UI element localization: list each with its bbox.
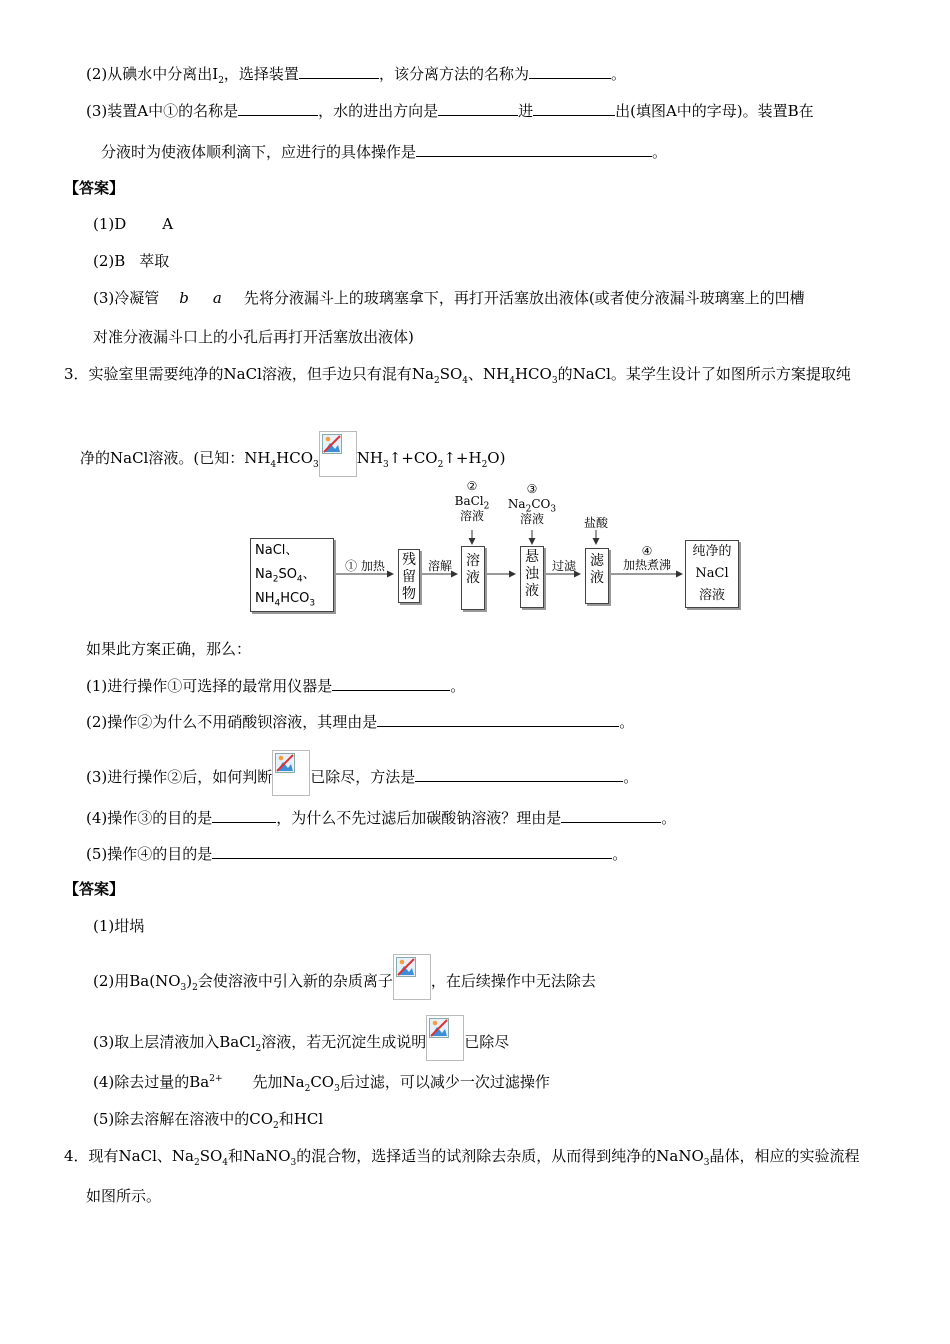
sub: 2 [193, 1158, 200, 1168]
text: 净的NaCl溶液。(已知：NH [80, 449, 271, 467]
text: (2)用Ba(NO [93, 972, 181, 990]
answer-3-4 [93, 1072, 550, 1092]
text: 进 [518, 102, 534, 120]
flow-diagram [0, 0, 950, 620]
text: ，在后续操作中无法除去 [430, 972, 596, 990]
answer-3-5 [93, 1109, 323, 1129]
answer-blank[interactable] [212, 808, 276, 823]
flow-arrows [0, 0, 950, 620]
text: HCO [276, 449, 313, 467]
sub: 3 [551, 376, 558, 386]
text: NH [255, 591, 275, 606]
text [452, 494, 492, 512]
text: ② [466, 479, 478, 493]
sub: 3 [290, 1158, 297, 1168]
text: A [162, 215, 174, 233]
text: 会使溶液中引入新的杂质离子 [197, 972, 393, 990]
sub: 4 [296, 574, 303, 585]
text: (3)冷凝管 [93, 289, 160, 307]
solution-box: 溶液 [461, 546, 485, 610]
text: (3)取上层清液加入BaCl [93, 1033, 256, 1051]
sub: 4 [509, 376, 515, 386]
text: SO [278, 567, 297, 582]
text: ↑+H [443, 449, 482, 467]
text: (2)从碘水中分离出I [86, 65, 219, 83]
answer-3-1: (1)坩埚 [93, 917, 145, 935]
question-4-line2: 如图所示。 [86, 1187, 162, 1205]
filtrate-box: 滤液 [585, 548, 609, 604]
sub: 3 [180, 983, 187, 993]
text: 加热煮沸 [622, 558, 671, 572]
text: 晶体，相应的实验流程 [709, 1147, 860, 1165]
text: 已除尽 [464, 1033, 510, 1051]
answer-3-2 [93, 954, 596, 1000]
text: 的混合物，选择适当的试剂除去杂质，从而得到纯净的NaNO [296, 1147, 704, 1165]
text: 和HCl [278, 1110, 324, 1128]
text: (4)操作③的目的是 [86, 809, 213, 827]
start-mixture-box [250, 538, 334, 612]
sub: 2 [272, 574, 279, 585]
q3-sub1 [86, 676, 465, 696]
text: 。 [661, 809, 677, 827]
sub: 2 [192, 983, 198, 993]
text [255, 587, 333, 611]
text: (1)D [93, 215, 127, 233]
text: (1)进行操作①可选择的最常用仪器是 [86, 677, 333, 695]
question-4-line1 [64, 1146, 860, 1166]
text: 。 [652, 143, 668, 161]
text: ↑+CO [388, 449, 438, 467]
answer-blank[interactable] [377, 712, 619, 727]
sub: 2 [304, 1084, 311, 1094]
text: SO [439, 365, 463, 383]
sub: 4 [222, 1158, 229, 1168]
text: O) [487, 449, 506, 467]
text: 先加Na [252, 1073, 305, 1091]
text: BaCl [454, 494, 484, 508]
text: ，为什么不先过滤后加碳酸钠溶液？理由是 [276, 809, 562, 827]
text: NaCl [695, 566, 729, 581]
text: 。 [612, 845, 628, 863]
text: 。 [623, 768, 639, 786]
text: 先将分液漏斗上的玻璃塞拿下，再打开活塞放出液体(或者使分液漏斗玻璃塞上的凹槽 [243, 289, 805, 307]
sub: 2 [255, 1044, 262, 1054]
text: (5)除去溶解在溶液中的CO [93, 1110, 274, 1128]
sub: 2 [525, 504, 532, 515]
text: (3)进行操作②后，如何判断 [86, 768, 273, 786]
q3-sub4 [86, 808, 676, 828]
broken-image-icon [426, 1015, 464, 1061]
text: 纯净的 [692, 544, 732, 559]
pure-nacl-box [685, 540, 739, 608]
reagent-4-label: 盐酸 [583, 516, 608, 530]
sub: 3 [309, 598, 316, 609]
text: 、NH [468, 365, 510, 383]
answer-heading: 【答案】 [64, 179, 125, 197]
answer-blank[interactable] [561, 808, 661, 823]
text: (4)除去过量的Ba [93, 1073, 210, 1091]
text: CO [310, 1073, 335, 1091]
sub: 3 [334, 1084, 340, 1094]
text [506, 497, 558, 515]
step-1-label: ① 加热 [345, 559, 385, 573]
text: (5)操作④的目的是 [86, 845, 213, 863]
text: 出(填图A中的字母)。装置B在 [615, 102, 814, 120]
text: ) [186, 972, 193, 990]
text: HCO [280, 591, 310, 606]
text: Na [507, 497, 526, 511]
broken-image-icon [272, 750, 310, 796]
sub: 3 [550, 504, 557, 515]
suspension-box: 悬浊液 [520, 546, 544, 608]
text: HCO [514, 365, 552, 383]
text: 萃取 [139, 252, 170, 270]
q3-intro: 如果此方案正确，那么： [86, 640, 252, 658]
sub: 2 [273, 1121, 279, 1131]
sub: 4 [274, 598, 281, 609]
text: ，选择装置 [223, 65, 299, 83]
q3-sub5 [86, 844, 627, 864]
text: CO [531, 497, 551, 511]
step-3-label: 过滤 [551, 559, 576, 573]
sub: 2 [433, 376, 440, 386]
sub: 2 [483, 501, 490, 512]
answer-blank[interactable] [332, 676, 450, 691]
text: 。 [610, 65, 626, 83]
text: (2)B [93, 252, 126, 270]
text: 分液时为使液体顺利滴下，应进行的具体操作是 [101, 143, 417, 161]
answer-heading: 【答案】 [64, 880, 125, 898]
text: 。 [450, 677, 466, 695]
text: ，该分离方法的名称为 [378, 65, 529, 83]
answer-2-3-line2: 对准分液漏斗口上的小孔后再打开活塞放出液体) [93, 328, 414, 346]
q3-sub3 [86, 750, 638, 796]
text: ③ [526, 482, 538, 496]
reagent-2-label [452, 479, 492, 524]
answer-3-3 [93, 1015, 509, 1061]
text: 溶液 [698, 588, 725, 603]
text: 和NaNO [228, 1147, 291, 1165]
text: b [179, 289, 189, 307]
sub: 2 [437, 460, 444, 470]
text: 后过滤，可以减少一次过滤操作 [339, 1073, 550, 1091]
sub: 3 [313, 460, 319, 470]
sub: 3 [382, 460, 389, 470]
text: a [212, 289, 222, 307]
text: 溶液，若无沉淀生成说明 [261, 1033, 427, 1051]
text [255, 563, 333, 587]
sub: 2 [481, 460, 488, 470]
text: NH [356, 449, 383, 467]
step-2-label: 溶解 [427, 559, 452, 573]
text: SO [199, 1147, 223, 1165]
q3-sub2 [86, 712, 634, 732]
text: 、 [302, 567, 316, 582]
sub: 4 [462, 376, 469, 386]
text: ④ [641, 544, 653, 558]
text: (3)装置A中①的名称是 [86, 102, 239, 120]
text: 已除尽，方法是 [310, 768, 416, 786]
text: 溶液 [519, 512, 544, 526]
text: NaCl、 [255, 543, 299, 558]
text: ，水的进出方向是 [318, 102, 439, 120]
sub: 2 [218, 76, 224, 86]
residue-box: 残留物 [398, 549, 420, 603]
text: 的NaCl。某学生设计了如图所示方案提取纯 [557, 365, 851, 383]
sup: 2+ [209, 1074, 223, 1084]
text: 溶液 [459, 509, 484, 523]
text: 4．现有NaCl、Na [64, 1147, 194, 1165]
step-4-label [616, 544, 678, 572]
reagent-3-label [506, 482, 558, 527]
sub: 4 [270, 460, 277, 470]
text: Na [255, 567, 273, 582]
answer-blank[interactable] [415, 767, 623, 782]
text: 。 [619, 713, 635, 731]
answer-blank[interactable] [212, 844, 612, 859]
broken-image-icon [393, 954, 431, 1000]
text: 3．实验室里需要纯净的NaCl溶液，但手边只有混有Na [64, 365, 434, 383]
sub: 3 [703, 1158, 710, 1168]
text: (2)操作②为什么不用硝酸钡溶液，其理由是 [86, 713, 378, 731]
